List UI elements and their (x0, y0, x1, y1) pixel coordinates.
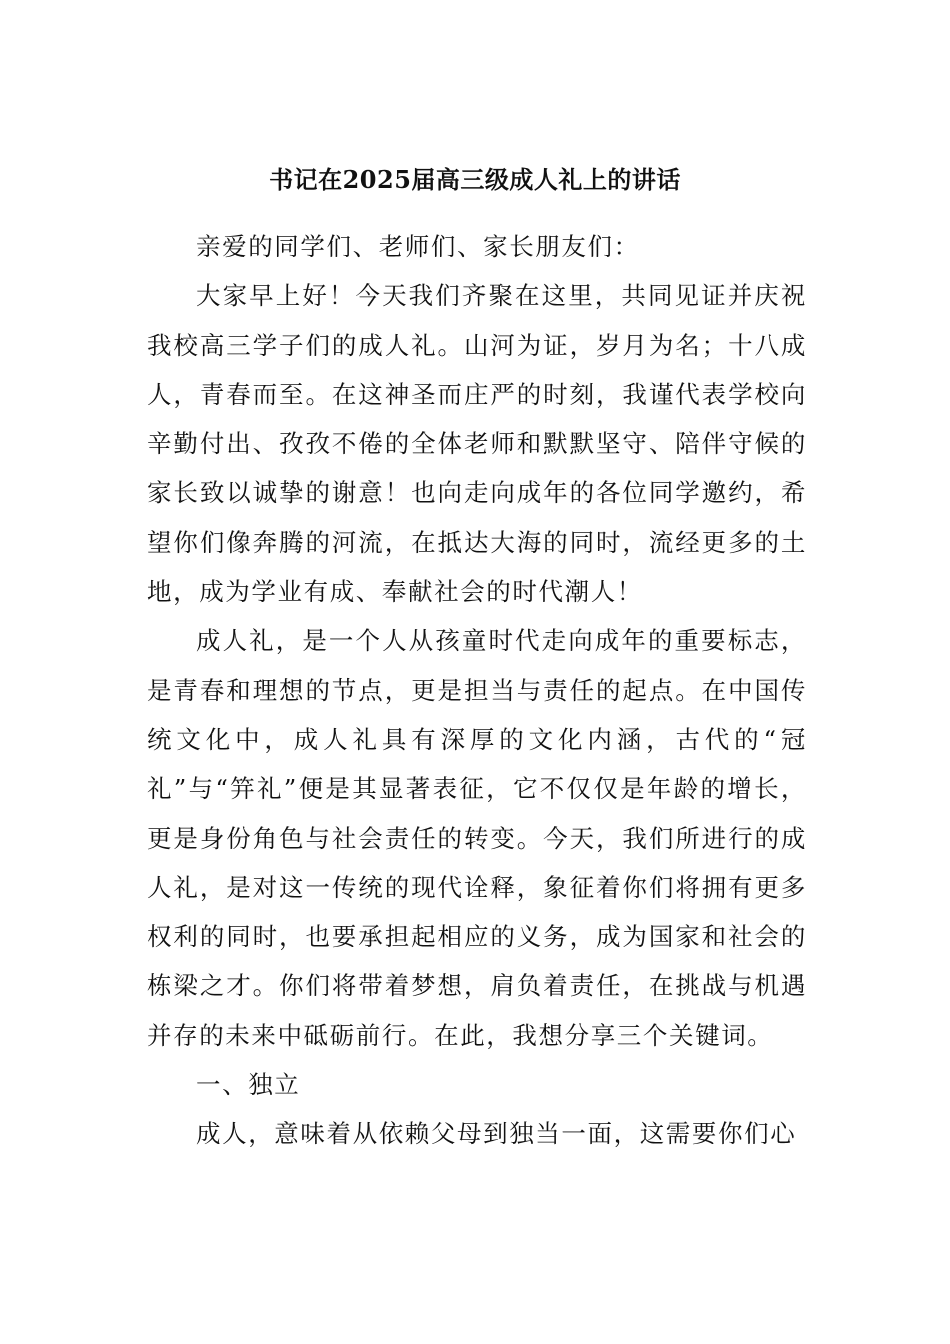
section-heading-independence: 一、独立 (196, 1070, 301, 1100)
document-title: 书记在2025届高三级成人礼上的讲话 (269, 165, 681, 194)
independence-paragraph: 成人，意味着从依赖父母到独当一面，这需要你们心 (196, 1119, 797, 1149)
salutation-paragraph: 亲爱的同学们、老师们、家长朋友们： (196, 232, 640, 261)
document-body (147, 222, 807, 1159)
ceremony-meaning-paragraph: 成人礼，是一个人从孩童时代走向成年的重要标志，是青春和理想的节点，更是担当与责任的起点。在中国传统文化中，成人礼具有深厚的文化内涵，古代的“冠礼”与“笄礼”便是其显著表征，它不仅仅是年龄的增长，更是身份角色与社会责任的转变。今天，我们所进行的成人礼，是对这一传统的现代诠释，象征着你们将拥有更多权利的同时，也要承担起相应的义务，成为国家和社会的栋梁之才。你们将带着梦想，肩负着责任，在挑战与机遇并存的未来中砥砺前行。在此，我想分享三个关键词。 (147, 626, 807, 1050)
opening-paragraph: 大家早上好！今天我们齐聚在这里，共同见证并庆祝我校高三学子们的成人礼。山河为证，岁月为名；十八成人，青春而至。在这神圣而庄严的时刻，我谨代表学校向辛勤付出、孜孜不倦的全体老师和默默坚守、陪伴守候的家长致以诚挚的谢意！也向走向成年的各位同学邀约，希望你们像奔腾的河流，在抵达大海的同时，流经更多的土地，成为学业有成、奉献社会的时代潮人！ (147, 281, 807, 607)
